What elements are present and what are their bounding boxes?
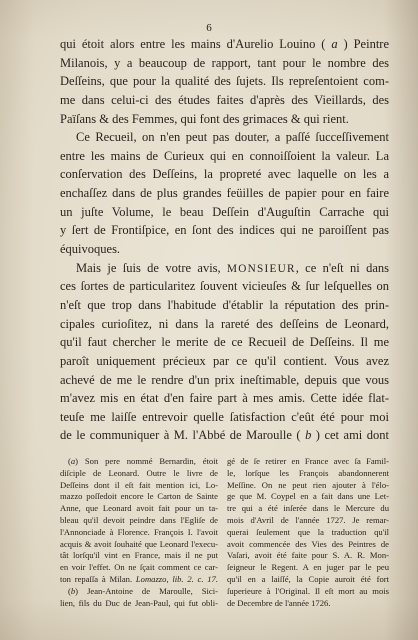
footnote-left-line-2: diſciple de Leonard. Outre le livre de bbox=[60, 467, 218, 478]
footnote-left-line-5: Anne, que Leonard avoit fait pour un ta- bbox=[60, 503, 218, 514]
body-line-11: y ſert de Frontiſpice, en ſont des indices qui ne paroiſſent pas bbox=[60, 223, 389, 238]
body-line-15: n'eſt que trop dans l'habitude d'établir la réputation des prin- bbox=[60, 297, 389, 312]
body-line-7: entre les mains de Curieux qui en connoiſſoient la valeur. La bbox=[60, 148, 389, 163]
page-number: 6 bbox=[206, 22, 212, 34]
footnote-left-line-9: tât lorſqu'il vint en France, mais il ne put bbox=[60, 550, 218, 561]
footnote-left-line-10: en voir l'effet. On ne ſçait comment ce car- bbox=[60, 562, 218, 573]
footnote-right-line-12: ſuperieure à l'Original. Il eſt mort au mois bbox=[227, 585, 389, 596]
body-line-18: paroît uniquement précieux par ce qu'il contient. Vous avez bbox=[60, 353, 389, 368]
body-line-19: achevé de me le rendre d'un prix ineſtimable, depuis que vous bbox=[60, 372, 389, 387]
footnote-left-line-12 bbox=[60, 586, 218, 598]
body-line-22 bbox=[60, 426, 389, 445]
body-line-1-end: ) Peintre bbox=[337, 37, 389, 51]
footnote-left-line-8: acquis & avoit ſouhaité que Leonard l'execu- bbox=[60, 538, 218, 549]
footnote-right-line-2: le, lorſque les François abandonnerent bbox=[227, 467, 389, 478]
body-line-3: Deſſeins, que pour la qualité des ſujets. Ils repreſentoient com- bbox=[60, 74, 389, 89]
body-line-21: teuſe me laiſſe entrevoir quelle ſatisfaction c'eût été pour moi bbox=[60, 409, 389, 424]
footnote-left-line-4: mazzo poſſedoit encore le Carton de Sainte bbox=[60, 491, 218, 502]
body-line-22-start: de le communiquer à M. l'Abbé de Maroulle ( bbox=[60, 428, 306, 443]
footnote-right-line-9: Vaſari, avoit été faite pour S. A. R. Mon- bbox=[227, 550, 389, 561]
footnote-left-line-1 bbox=[60, 456, 218, 468]
body-line-1 bbox=[60, 35, 389, 54]
footnote-right-line-10: ſeigneur le Regent. A en juger par le peu bbox=[227, 562, 389, 573]
footnote-a-citation: Lomazzo, lib. 2. c. 17. bbox=[135, 573, 218, 584]
footnote-right-line-6: mois d'Avril de l'année 1727. Je remar- bbox=[227, 514, 389, 525]
salutation-monsieur: MONSIEUR bbox=[227, 262, 296, 275]
footnote-b-open: ( bbox=[68, 585, 71, 596]
footnote-right-line-13: de Decembre de l'année 1726. bbox=[227, 597, 331, 608]
footnote-ref-a: a bbox=[331, 37, 338, 51]
body-line-10: un juſte Volume, le beau Deſſein d'Auguſtin Carrache qui bbox=[60, 204, 389, 219]
footnote-left-line-13: lien, fils du Duc de Jean-Paul, qui fut obli- bbox=[60, 597, 218, 608]
body-line-5: Païſans & des Femmes, qui font des grimaces & qui rient. bbox=[60, 111, 349, 126]
body-line-16: cipales curioſitez, ni dans la rareté des deſſeins de Leonard, bbox=[60, 316, 389, 331]
body-line-4: me dans celui-ci des études faites d'après des Vieillards, des bbox=[60, 92, 389, 107]
body-text bbox=[60, 35, 389, 445]
footnote-right-line-8: avoit commencée des Vies des Peintres de bbox=[227, 538, 389, 549]
body-line-20: m'avez mis en état d'en faire part à mes amis. Cette idée flat- bbox=[60, 391, 389, 406]
body-line-9: enchaſſez dans de plus grandes feüilles de papier pour en faire bbox=[60, 186, 389, 201]
body-line-12: équivoques. bbox=[60, 242, 121, 257]
footnote-left-line-6: bleau qu'il devoit peindre dans l'Egliſe de bbox=[60, 514, 218, 525]
footnote-right-line-4: ge que M. Coypel en a fait dans une Let- bbox=[227, 491, 389, 502]
footnote-right-line-11: qu'il en a laiſſé, la Copie auroit été fort bbox=[227, 573, 389, 584]
footnote-b-marker: b bbox=[70, 585, 76, 596]
footnote-right-line-5: tre qui a été inſerée dans le Mercure du bbox=[227, 503, 389, 514]
body-line-6: Ce Recueil, on n'en peut pas douter, a paſſé ſucceſſivement bbox=[76, 130, 389, 145]
body-line-14: ces ſortes de particularitez ſouvent vicieuſes & ſur leſquelles on bbox=[60, 279, 389, 294]
footnote-a-end: ton repaſſa à Milan. bbox=[60, 573, 136, 584]
body-line-13-start: Mais je ſuis de votre avis, bbox=[76, 260, 228, 275]
footnote-ref-b: b bbox=[305, 428, 312, 443]
footnotes-right-column bbox=[227, 456, 389, 609]
footnote-a-text: ) Son pere nommé Bernardin, étoit bbox=[75, 456, 218, 466]
footnote-right-line-3: Meſſine. On ne peut rien ajouter à l'élo- bbox=[227, 479, 389, 490]
body-line-8: conſervation des Deſſeins, la propreté avec laquelle on les a bbox=[60, 167, 389, 182]
footnote-right-line-7: querai ſeulement que la traduction qu'il bbox=[227, 526, 389, 537]
footnotes-left-column bbox=[60, 456, 218, 609]
body-line-13-end: , ce n'eſt ni dans bbox=[295, 260, 390, 275]
footnote-a-marker: a bbox=[70, 456, 76, 466]
footnote-a-open: ( bbox=[68, 456, 71, 466]
body-line-2: Milanois, y a beaucoup de rapport, tant pour le nombre des bbox=[60, 55, 389, 70]
body-line-17: qu'il faut chercher le merite de ce Recueil de Deſſeins. Il me bbox=[60, 335, 389, 350]
body-line-22-end: ) cet ami dont bbox=[311, 428, 389, 443]
body-line-13 bbox=[60, 259, 389, 278]
footnote-left-line-3: Deſſeins dont il eſt fait mention ici, Lo- bbox=[60, 479, 218, 490]
footnote-left-line-11 bbox=[60, 574, 218, 586]
body-line-1-start: qui étoit alors entre les mains d'Aurelio Louino ( bbox=[60, 37, 332, 51]
footnote-left-line-7: l'Annonciade à Florence. François I. l'avoit bbox=[60, 526, 218, 537]
footnote-b-text: ) Jean-Antoine de Maroulle, Sici- bbox=[75, 585, 218, 596]
footnote-right-line-1: gé de ſe retirer en France avec ſa Famil- bbox=[227, 456, 389, 466]
